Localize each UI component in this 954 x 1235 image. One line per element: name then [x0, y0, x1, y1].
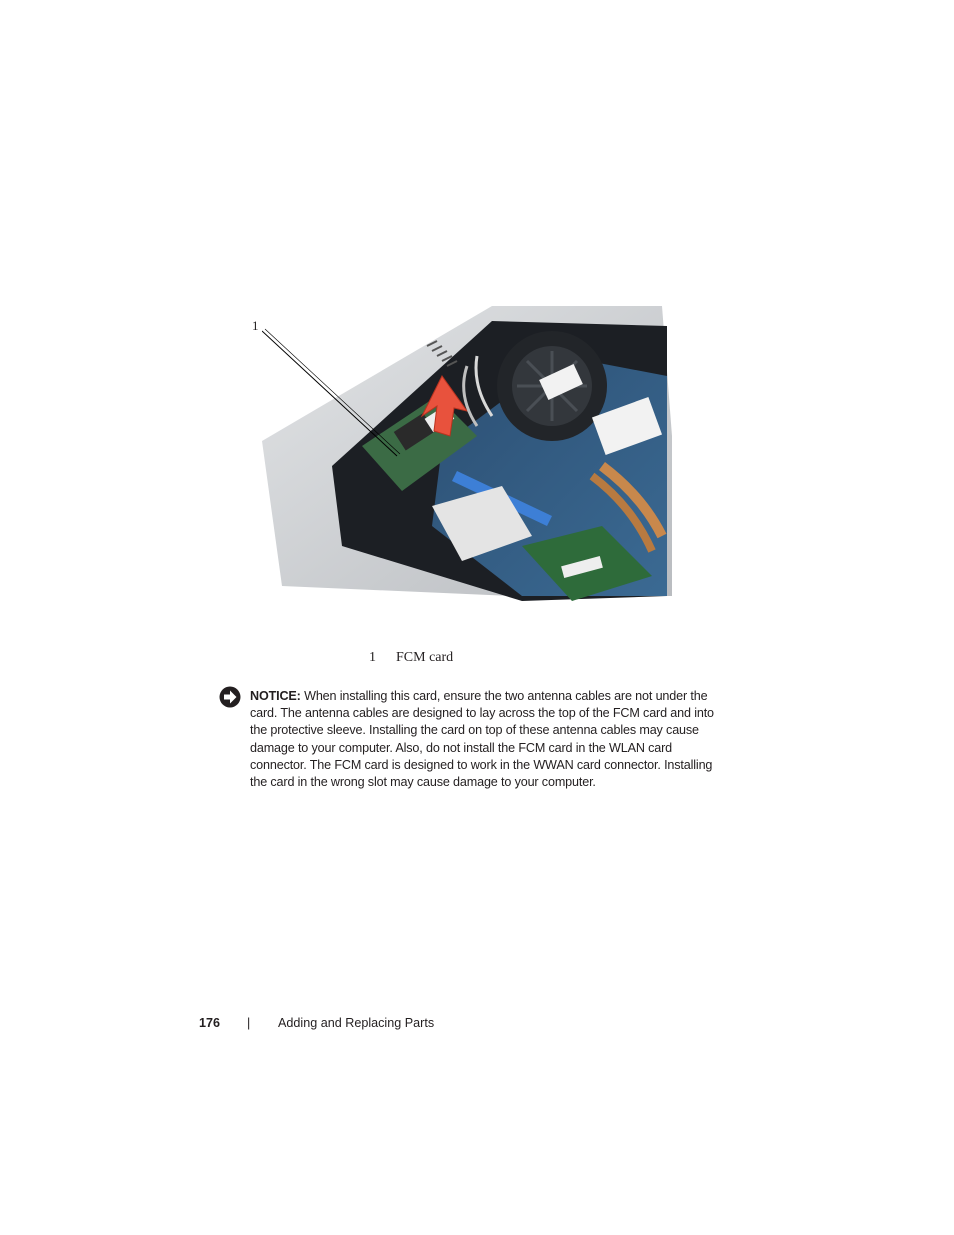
notice-block — [250, 688, 718, 791]
footer-section-title: Adding and Replacing Parts — [278, 1016, 435, 1030]
notice-heading: NOTICE: — [250, 689, 301, 703]
notice-arrow-icon — [219, 686, 241, 708]
legend-item-number: 1 — [369, 650, 376, 665]
laptop-interior-illustration — [262, 296, 672, 604]
page-number: 176 — [199, 1016, 221, 1030]
notice-body: When installing this card, ensure the two antenna cables are not under the card. The antenna cables are designed to lay across the top of the FCM card and into the protective sleeve. Installing the card on top of these antenna cables may cause damage to your computer. Also, do not install the FCM card in the WLAN card connector. The FCM card is designed to work in the WWAN card connector. Installing the card in the wrong slot may cause damage to your computer. — [250, 689, 714, 790]
footer-separator: | — [247, 1016, 251, 1030]
figure-callout-number: 1 — [252, 318, 259, 333]
legend-item-label: FCM card — [396, 650, 454, 665]
fcm-card-figure — [262, 296, 672, 604]
